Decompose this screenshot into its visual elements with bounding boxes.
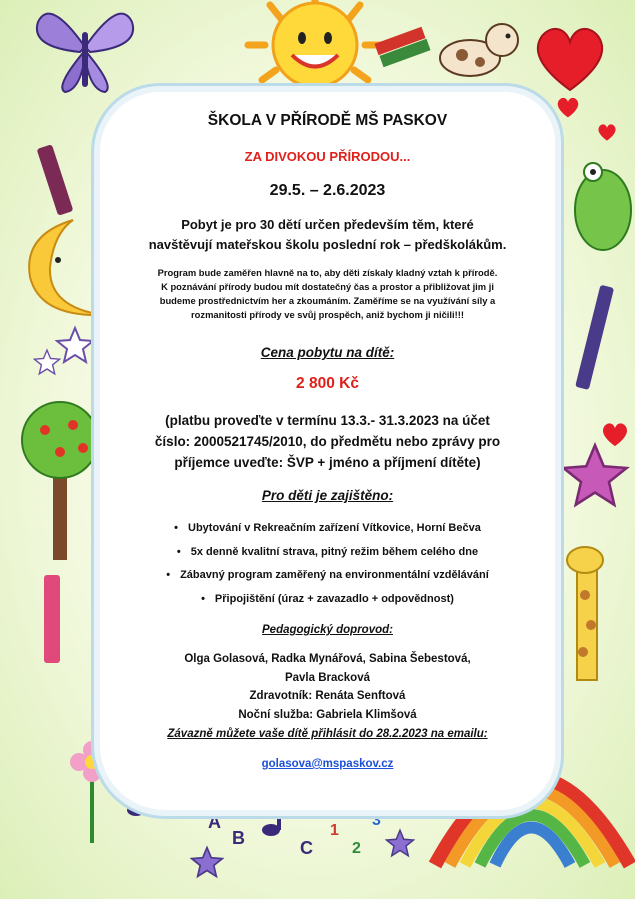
bullet-icon: •	[176, 545, 181, 558]
heart-icon	[530, 20, 610, 95]
list-item	[100, 588, 555, 612]
program-line: budeme prostřednictvím her a zkoumáním. Zaměříme se na využívání síly a	[159, 295, 496, 306]
crayon-icon	[370, 15, 440, 70]
program-line: rozmanitosti přírody ve svůj prospěch, aniž bychom ji ničili!!!	[191, 309, 464, 320]
program-line: Program bude zaměřen hlavně na to, aby děti získaly kladný vztah k přírodě.	[157, 267, 498, 278]
registration-note: Závazně můžete vaše dítě přihlásit do 28.2.2023 na emailu:	[167, 728, 488, 740]
tree-icon	[15, 390, 110, 565]
price-label: Cena pobytu na dítě:	[260, 345, 395, 360]
night-service-info: Noční služba: Gabriela Klimšová	[238, 709, 417, 721]
list-item	[100, 541, 555, 565]
list-item	[100, 517, 555, 541]
lead-paragraph	[110, 215, 545, 255]
page-title: ŠKOLA V PŘÍRODĚ MŠ PASKOV	[207, 112, 448, 129]
giraffe-icon	[555, 540, 635, 690]
nurse-info: Zdravotník: Renáta Senftová	[249, 690, 406, 702]
list-item-text: Zábavný program zaměřený na environmentální vzdělávání	[180, 569, 489, 581]
crayon-icon	[565, 280, 625, 400]
list-item	[100, 564, 555, 588]
bullet-icon: •	[174, 522, 178, 534]
lead-line: Pobyt je pro 30 dětí určen především těm, které	[181, 217, 474, 232]
date-range: 29.5. – 2.6.2023	[269, 182, 386, 199]
decor-letter: 2	[352, 840, 361, 857]
star-icon	[385, 828, 415, 858]
decor-letter: 1	[330, 822, 339, 839]
staff-line: Pavla Bracková	[284, 672, 371, 684]
heart-icon	[596, 122, 618, 142]
decor-letter: B	[232, 828, 245, 848]
moon-icon	[18, 215, 113, 325]
provided-list	[100, 517, 555, 611]
bullet-icon: •	[201, 592, 205, 605]
bullet-icon: •	[166, 569, 171, 581]
star-icon	[55, 325, 95, 365]
lead-line: navštěvují mateřskou školu poslední rok – předškolákům.	[148, 237, 507, 252]
price-value: 2 800 Kč	[296, 375, 359, 392]
crayon-icon	[30, 570, 75, 670]
staff-names	[100, 650, 555, 688]
dog-icon	[430, 10, 530, 90]
staff-line: Olga Golasová, Radka Mynářová, Sabina Šebestová,	[184, 653, 471, 665]
payment-line: (platbu proveďte v termínu 13.3.- 31.3.2023 na účet	[165, 413, 490, 428]
email-link[interactable]: golasova@mspaskov.cz	[261, 758, 394, 770]
decor-letter: A	[208, 812, 221, 832]
star-icon	[33, 348, 61, 376]
list-item-text: Ubytování v Rekreačním zařízení Vítkovice, Horní Bečva	[188, 522, 481, 534]
payment-line: číslo: 2000521745/2010, do předmětu nebo zprávy pro	[154, 434, 501, 449]
star-icon	[190, 845, 224, 879]
star-icon	[560, 440, 630, 510]
butterfly-icon	[30, 2, 140, 97]
payment-line: příjemce uveďte: ŠVP + jméno a příjmení dítěte)	[174, 455, 481, 470]
subtitle: ZA DIVOKOU PŘÍRODOU...	[244, 149, 411, 164]
list-item-text: Připojištění (úraz + zavazadlo + odpovědnost)	[214, 592, 454, 605]
decor-letter: 3	[372, 812, 381, 829]
heart-icon	[555, 95, 581, 119]
escort-label: Pedagogický doprovod:	[262, 624, 393, 636]
frog-icon	[565, 150, 635, 260]
crayon-icon	[25, 135, 85, 225]
decor-letter: C	[300, 838, 313, 858]
provided-label: Pro děti je zajištěno:	[261, 488, 394, 503]
program-paragraph	[108, 266, 547, 322]
list-item-text: 5x denně kvalitní strava, pitný režim během celého dne	[190, 545, 479, 558]
program-line: K poznávání přírody budou mít dostatečný čas a prostor a přibližovat jim ji	[161, 281, 494, 292]
payment-info	[130, 410, 525, 473]
